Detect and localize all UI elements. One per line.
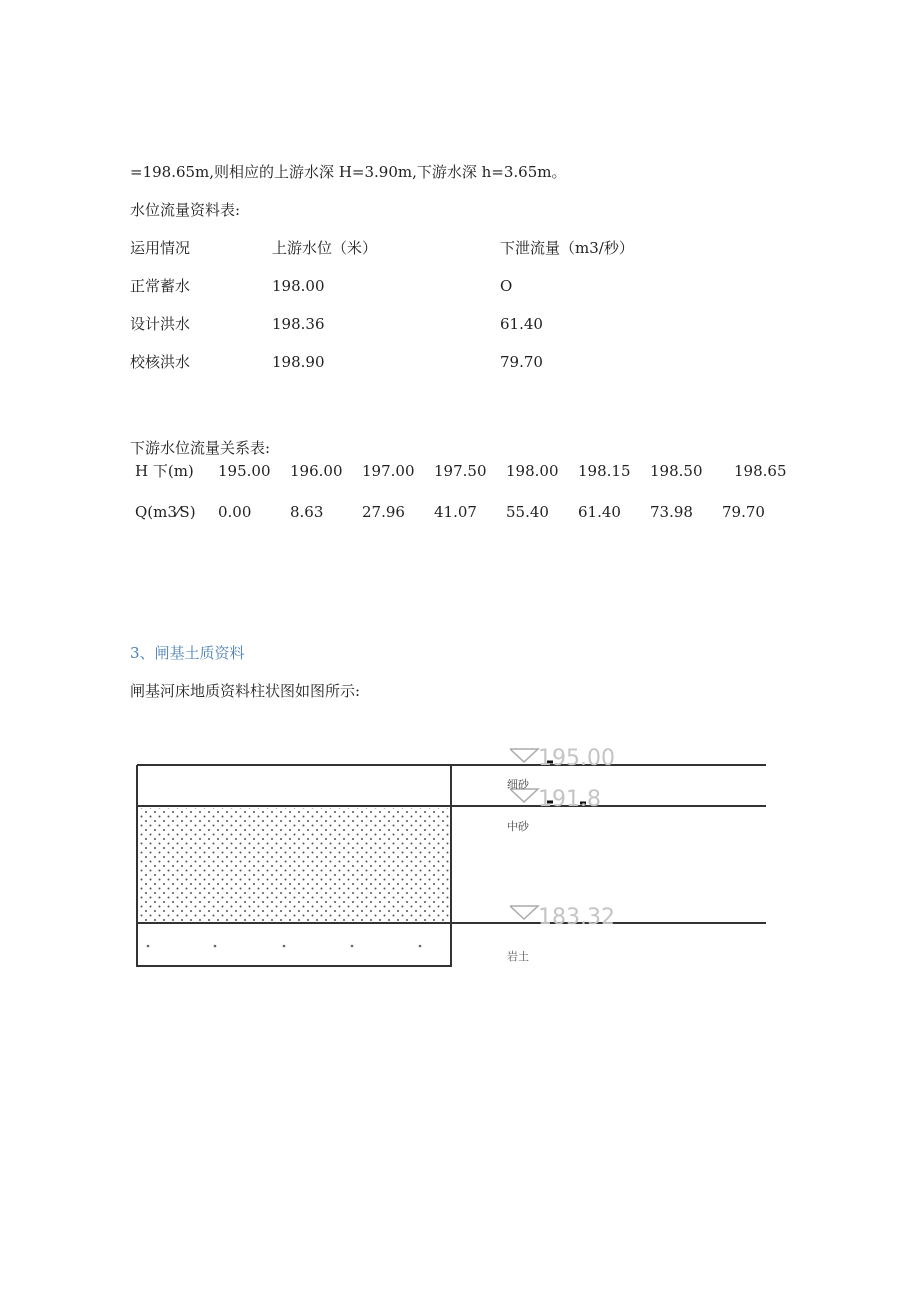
q-value: 61.40	[578, 503, 621, 521]
water-row-discharge: O	[500, 277, 513, 295]
h-value: 195.00	[218, 462, 271, 480]
layer-label: 中砂	[507, 820, 529, 833]
water-row-discharge: 79.70	[500, 353, 543, 371]
q-row-label: Q(m3⁄S)	[135, 503, 196, 521]
h-value: 196.00	[290, 462, 343, 480]
sand-layer-fill	[138, 808, 451, 923]
section-heading: 3、闸基土质资料	[130, 644, 245, 662]
layer-label: 细砂	[507, 778, 529, 791]
h-value: 197.50	[434, 462, 487, 480]
q-value: 8.63	[290, 503, 324, 521]
layer-label: 岩土	[507, 950, 529, 963]
h-value: 198.65	[734, 462, 787, 480]
section-description: 闸基河床地质资料柱状图如图所示:	[130, 682, 361, 700]
downstream-table-title: 下游水位流量关系表:	[130, 439, 271, 457]
rock-layer-dots	[147, 945, 422, 948]
water-row-upstream: 198.36	[272, 315, 325, 333]
q-value: 27.96	[362, 503, 405, 521]
water-header-discharge: 下泄流量（m3/秒）	[500, 239, 634, 257]
water-row-upstream: 198.90	[272, 353, 325, 371]
q-value: 41.07	[434, 503, 477, 521]
water-row-label: 设计洪水	[130, 315, 191, 333]
h-value: 198.15	[578, 462, 631, 480]
h-row-label: H 下(m)	[135, 462, 194, 480]
h-value: 198.00	[506, 462, 559, 480]
elevation-markers	[510, 749, 538, 919]
elevation-label: 183.32	[538, 905, 615, 930]
q-value: 73.98	[650, 503, 693, 521]
elevation-label: 191.8	[538, 787, 601, 812]
water-header-usage: 运用情况	[130, 239, 191, 257]
water-row-label: 正常蓄水	[130, 277, 191, 295]
q-value: 0.00	[218, 503, 252, 521]
q-value: 55.40	[506, 503, 549, 521]
water-table-title: 水位流量资料表:	[130, 201, 241, 219]
water-row-label: 校核洪水	[130, 353, 191, 371]
elevation-label: 195.00	[538, 746, 615, 771]
h-value: 197.00	[362, 462, 415, 480]
q-value: 79.70	[722, 503, 765, 521]
water-row-upstream: 198.00	[272, 277, 325, 295]
water-row-discharge: 61.40	[500, 315, 543, 333]
h-value: 198.50	[650, 462, 703, 480]
intro-line: =198.65m,则相应的上游水深 H=3.90m,下游水深 h=3.65m。	[130, 163, 567, 181]
water-header-upstream: 上游水位（米）	[272, 239, 378, 257]
